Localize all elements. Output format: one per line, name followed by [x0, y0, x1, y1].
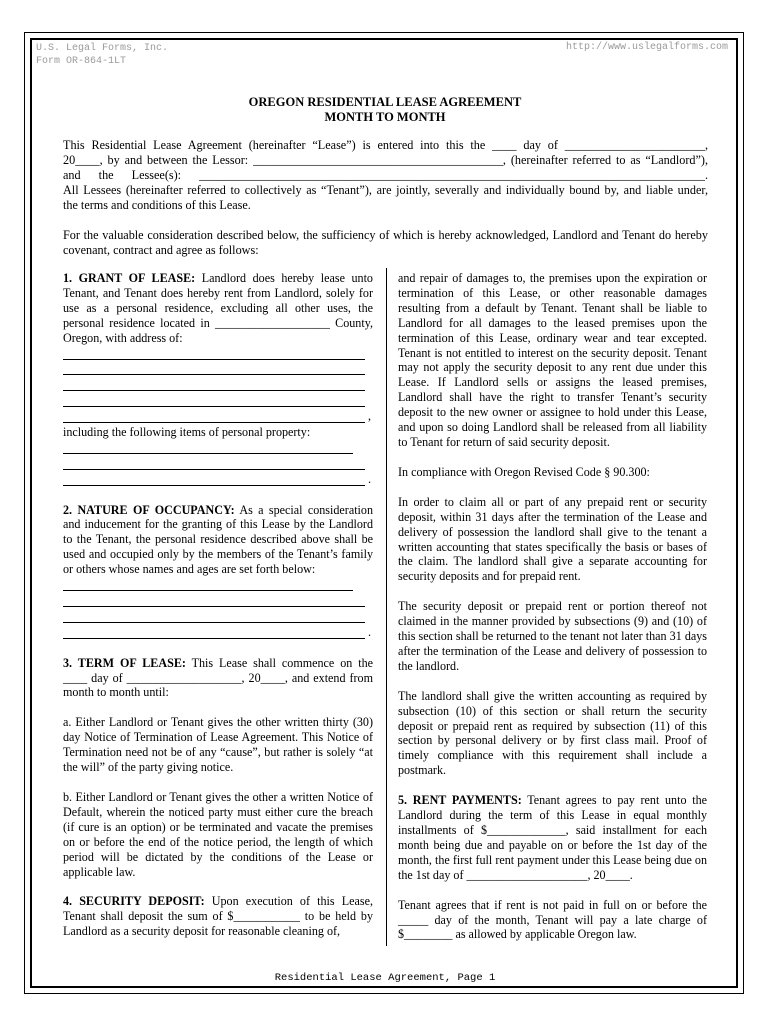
section-3-heading: 3. TERM OF LEASE: [63, 655, 186, 670]
late-charge-paragraph: Tenant agrees that if rent is not paid in full on or before the _____ day of the month, Tenant will pay a late charge of $________ as allowed by applicable Oregon law. [398, 897, 707, 942]
consideration-paragraph: For the valuable consideration described below, the sufficiency of which is hereby acknowledged, Landlord and Tenant do hereby covenant, contract and agree as follows: [63, 228, 708, 257]
written-accounting-paragraph: The landlord shall give the written accounting as required by subsection (10) of this section or shall return the security deposit or prepaid rent as required by subsection (11) of this section by personal delivery or by first class mail. Proof of timely compliance with this requirement shall include a postmark. [398, 688, 707, 778]
oregon-code-reference: In compliance with Oregon Revised Code § 90.300: [398, 464, 650, 479]
page-footer: Residential Lease Agreement, Page 1 [274, 972, 496, 984]
section-2-heading: 2. NATURE OF OCCUPANCY: [63, 502, 235, 517]
spacer [398, 584, 707, 599]
section-3-text: This Lease shall commence on the ____ day of ___________________, 20____, and extend from month to month until: [63, 655, 373, 700]
publisher-url[interactable]: http://www.uslegalforms.com [565, 42, 728, 53]
intro-line-1: This Residential Lease Agreement (hereinafter “Lease”) is entered into this the ____ day of _______________________, [63, 138, 708, 152]
section-rent-payments [398, 793, 707, 882]
intro-line-2: 20____, by and between the Lessor: _________________________________________, (hereinafter referred to as “Landlord”), [63, 153, 708, 167]
property-line[interactable] [63, 456, 365, 470]
address-line[interactable] [63, 361, 365, 375]
deposit-claim-paragraph: In order to claim all or part of any prepaid rent or security deposit, within 31 days after the termination of the Lease and delivery of possession the landlord shall give to the tenant a written accounting that states specifically the basis or bases of the claim. The landlord shall give a separate accounting for security deposits and for prepaid rent. [398, 494, 707, 584]
section-1-heading: 1. GRANT OF LEASE: [63, 271, 196, 285]
occupant-period: . [367, 624, 371, 639]
section-4-heading: 4. SECURITY DEPOSIT: [63, 894, 205, 909]
section-5-text: Tenant agrees to pay rent unto the Landlord during the term of this Lease in equal monthly installments of $_____________, said installment for each month being due and payable on or before the 1st day of the month, the first full rent payment under this Lease being due on the 1st day of ____________________, 20____. [398, 793, 707, 882]
spacer [63, 488, 373, 503]
property-line[interactable] [63, 472, 365, 486]
intro-paragraph [63, 138, 708, 213]
spacer [63, 700, 373, 715]
spacer [398, 674, 707, 689]
intro-line-4: All Lessees (hereinafter referred to collectively as “Tenant”), are jointly, severally and individually bound by, and liable under, [63, 183, 708, 197]
spacer [398, 883, 707, 898]
occupant-line[interactable] [63, 593, 365, 607]
section-1-text: Landlord does hereby lease unto Tenant, and Tenant does hereby rent from Landlord, solely for use as a personal residence, excluding all other uses, the personal residence located in ___________________ County, Oregon, with address of: [63, 271, 373, 345]
term-option-a: a. Either Landlord or Tenant gives the other written thirty (30) day Notice of Termination of Lease Agreement. This Notice of Termination need not be of any “cause”, but rather is solely “at the will” of the party giving notice. [63, 715, 373, 775]
intro-line-3: and the Lessee(s): ___________________________________________________________________________________. [63, 168, 708, 182]
section-security-deposit [63, 894, 373, 939]
left-column [63, 271, 373, 939]
form-publisher-header [36, 42, 168, 68]
personal-property-label: including the following items of personal property: [63, 424, 311, 439]
spacer [63, 775, 373, 790]
address-line[interactable] [63, 346, 365, 360]
term-option-b: b. Either Landlord or Tenant gives the other a written Notice of Default, wherein the noticed party must either cure the breach (if cure is an option) or be terminated and vacate the premises on or before the end of the notice period, the length of which period will be dictated by the conditions of the Lease or applicable law. [63, 790, 373, 879]
section-grant-of-lease [63, 271, 373, 346]
column-divider [386, 268, 387, 946]
section-term-of-lease [63, 656, 373, 701]
right-column [398, 271, 707, 942]
section-4-text: Upon execution of this Lease, Tenant shall deposit the sum of $___________ to be held by Landlord as a security deposit for reasonable cleaning of, [63, 894, 373, 939]
intro-line-5: the terms and conditions of this Lease. [63, 198, 251, 212]
section-2-text: As a special consideration and inducement for the granting of this Lease by the Landlord to the Tenant, the personal residence described above shall be used and occupied only by the members of the Tenant’s family or others whose names and ages are set forth below: [63, 502, 374, 577]
address-blanks [63, 346, 365, 408]
publisher-name: U.S. Legal Forms, Inc. [36, 43, 169, 54]
occupant-line[interactable] [63, 577, 353, 591]
spacer [398, 778, 707, 793]
document-title: OREGON RESIDENTIAL LEASE AGREEMENT [248, 95, 522, 109]
spacer [398, 450, 707, 465]
property-last-line [63, 471, 371, 486]
address-comma: , [367, 409, 371, 424]
property-blanks [63, 440, 353, 454]
deposit-continuation: and repair of damages to, the premises upon the expiration or termination of this Lease, or other reasonable damages resulting from a default by Tenant. Tenant shall be liable to Landlord for all damages to the leased premises upon the termination of this Lease, ordinary wear and tear excepted. Tenant is not entitled to interest on the security deposit. Tenant may not apply the security deposit to any rent due under this Lease. If Landlord sells or assigns the leased premises, Landlord shall have the right to transfer Tenant’s security deposit to the new owner or assignee to hold under this Lease, and upon so doing Landlord shall be released from all liability to Tenant for return of said security deposit. [398, 271, 707, 449]
address-line[interactable] [63, 393, 365, 407]
section-nature-of-occupancy [63, 503, 373, 578]
spacer [398, 480, 707, 495]
occupant-blanks-2 [63, 593, 365, 623]
property-blanks-2 [63, 456, 365, 470]
property-line[interactable] [63, 440, 353, 454]
occupant-line[interactable] [63, 625, 365, 639]
spacer [63, 879, 373, 894]
deposit-return-paragraph: The security deposit or prepaid rent or portion thereof not claimed in the manner provided by subsections (9) and (10) of this section shall be returned to the tenant not later than 31 days after the termination of the Lease and delivery of possession to the landlord. [398, 599, 707, 673]
section-5-heading: 5. RENT PAYMENTS: [398, 793, 522, 808]
spacer [63, 641, 373, 656]
occupant-blanks [63, 577, 353, 591]
property-period: . [367, 471, 371, 486]
address-line[interactable] [63, 377, 365, 391]
document-subtitle: MONTH TO MONTH [324, 110, 446, 124]
occupant-line[interactable] [63, 609, 365, 623]
address-line[interactable] [63, 409, 365, 423]
form-number: Form OR-864-1LT [36, 56, 127, 67]
occupant-last-line [63, 624, 371, 639]
address-last-line [63, 409, 371, 424]
